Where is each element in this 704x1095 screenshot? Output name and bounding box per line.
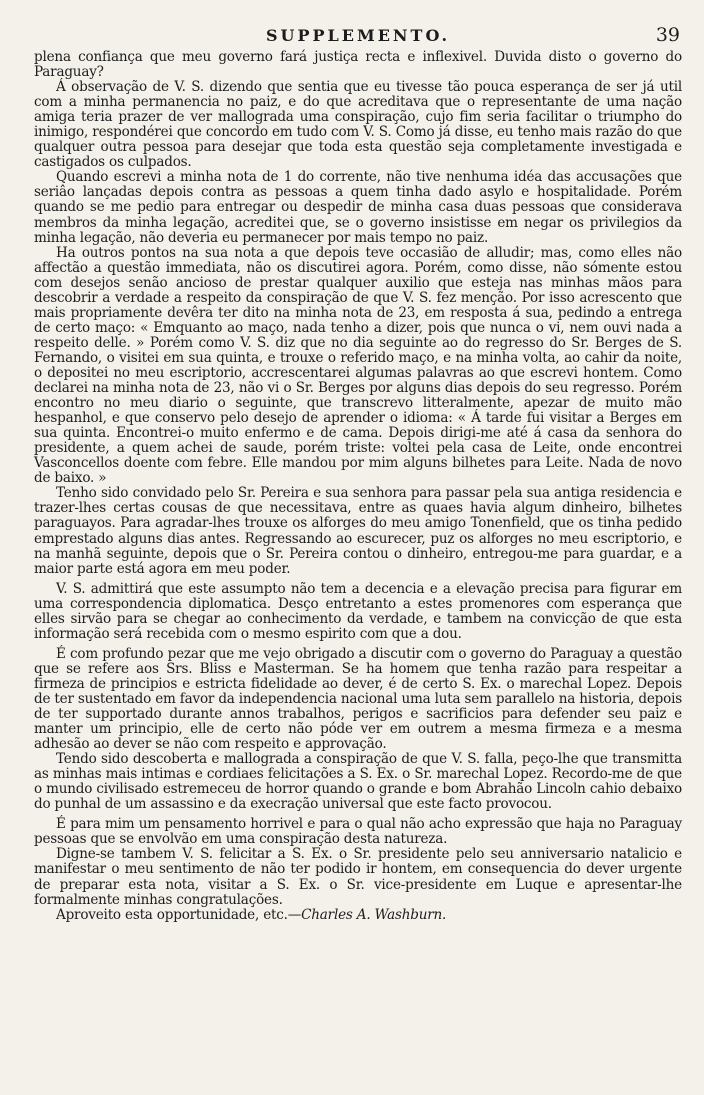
paragraph: V. S. admittirá que este assumpto não tem a decencia e a elevação precisa para figurar em uma correspondencia diplomatica. Desço entretanto a estes promenores com esperança que elles sirvão para se chegar ao conhecimento da verdade, e tambem na convicção de que esta informação será recebida com o mesmo espirito com que a dou. <box>34 580 682 642</box>
closing-line <box>34 908 682 923</box>
paragraph: É para mim um pensamento horrivel e para o qual não acho expressão que haja no Paraguay pessoas que se envolvão em uma conspiração desta natureza. <box>34 816 682 848</box>
signature: Charles A. Washburn. <box>301 906 447 923</box>
paragraph: Ha outros pontos na sua nota a que depois teve occasião de alludir; mas, como elles não affectão a questão immediata, não os discutirei agora. Porém, como disse, não sómente estou com desejos senão ancioso de prestar qualquer auxilio que esteja nas minhas mãos para descobrir a verdade a respeito da conspiração de que V. S. fez menção. Por isso acrescento que mais propriamente devêra ter dito na minha nota de 23, em resposta á sua, pedindo a entrega de certo maço: « Emquanto ao maço, nada tenho a dizer, pois que nunca o vi, nem ouvi nada a respeito delle. » Porém como V. S. diz que no dia seguinte ao do regresso do Sr. Berges de S. Fernando, o visitei em sua quinta, e trouxe o referido maço, e na minha volta, ao cahir da noite, o depositei no meu escriptorio, accrescentarei algumas palavras ao que escrevi hontem. Como declarei na minha nota de 23, não vi o Sr. Berges por alguns dias depois do seu regresso. Porém encontro no meu diario o seguinte, que transcrevo litteralmente, apezar de muito mão hespanhol, e que conservo pelo desejo de aprender o idioma: « Á tarde fui visitar a Berges em sua quinta. Encontrei-o muito enfermo e de cama. Depois dirigi-me até á casa da senhora do presidente, a quem achei de saude, porém triste: voltei pela casa de Leite, onde encontrei Vasconcellos doente com febre. Elle mandou por mim alguns bilhetes para Leite. Nada de novo de baixo. » <box>34 244 682 487</box>
running-title: SUPPLEMENTO. <box>265 26 451 45</box>
paragraph: plena confiança que meu governo fará justiça recta e inflexivel. Duvida disto o governo do Paraguay? <box>34 49 682 81</box>
letter-body <box>34 50 682 923</box>
paragraph: Digne-se tambem V. S. felicitar a S. Ex. o Sr. presidente pelo seu anniversario natalicio e manifestar o meu sentimento de não ter podido ir hontem, em consequencia do dever urgente de preparar esta nota, visitar a S. Ex. o Sr. vice-presidente em Luque e apresentar-lhe formalmente minhas congratulações. <box>34 846 682 908</box>
paragraph: Tendo sido descoberta e mallograda a conspiração de que V. S. falla, peço-lhe que transmitta as minhas mais intimas e cordiaes felicitações a S. Ex. o Sr. marechal Lopez. Recordo-me de que o mundo civilisado estremeceu de horror quando o grande e bom Abrahão Lincoln cahio debaixo do punhal de um assassino e da execração universal que este facto provocou. <box>34 751 682 813</box>
paragraph: Tenho sido convidado pelo Sr. Pereira e sua senhora para passar pela sua antiga residencia e trazer-lhes certas cousas de que necessitava, entre as quaes havia algum dinheiro, bilhetes paraguayos. Para agradar-lhes trouxe os alforges do meu amigo Tonenfield, que os tinha pedido emprestado alguns dias antes. Regressando ao escurecer, puz os alforges no meu escriptorio, e na manhã seguinte, depois que o Sr. Pereira contou o dinheiro, entregou-me para guardar, e a maior parte está agora em meu poder. <box>34 485 682 577</box>
paragraph: Á observação de V. S. dizendo que sentia que eu tivesse tão pouca esperança de ser já util com a minha permanencia no paiz, e do que acreditava que o representante de uma nação amiga teria prazer de ver mallograda uma conspiração, cujo fim seria facilitar o triumpho do inimigo, respondérei que concordo em tudo com V. S. Como já disse, eu tenho mais razão do que qualquer outra pessoa para desejar que toda esta questão seja completamente investigada e castigados os culpados. <box>34 79 682 171</box>
closing-text: Aproveito esta opportunidade, etc.— <box>56 906 302 923</box>
page-header <box>34 22 682 50</box>
paragraph: Quando escrevi a minha nota de 1 do corrente, não tive nenhuma idéa das accusações que seriâo lançadas depois contra as pessoas a quem tinha dado asylo e hospitalidade. Porém quando se me pedio para entregar ou despedir de minha casa duas pessoas que considerava membros da minha legação, acreditei que, se o governo insistisse em negar os privilegios da minha legação, não deveria eu permanecer por mais tempo no paiz. <box>34 169 682 246</box>
page-number: 39 <box>655 24 680 46</box>
paragraph: É com profundo pezar que me vejo obrigado a discutir com o governo do Paraguay a questão que se refere aos Srs. Bliss e Masterman. Se ha homem que tenha razão para respeitar a firmeza de principios e estricta fidelidade ao dever, é de certo S. Ex. o marechal Lopez. Depois de ter sustentado em favor da independencia nacional uma luta sem parallelo na historia, depois de ter supportado durante annos trabalhos, perigos e sacrificios para defender seu paiz e manter um principio, elle de certo não póde ver em outrem a mesma firmeza e a mesma adhesão ao dever se não com respeito e approvação. <box>34 645 682 753</box>
